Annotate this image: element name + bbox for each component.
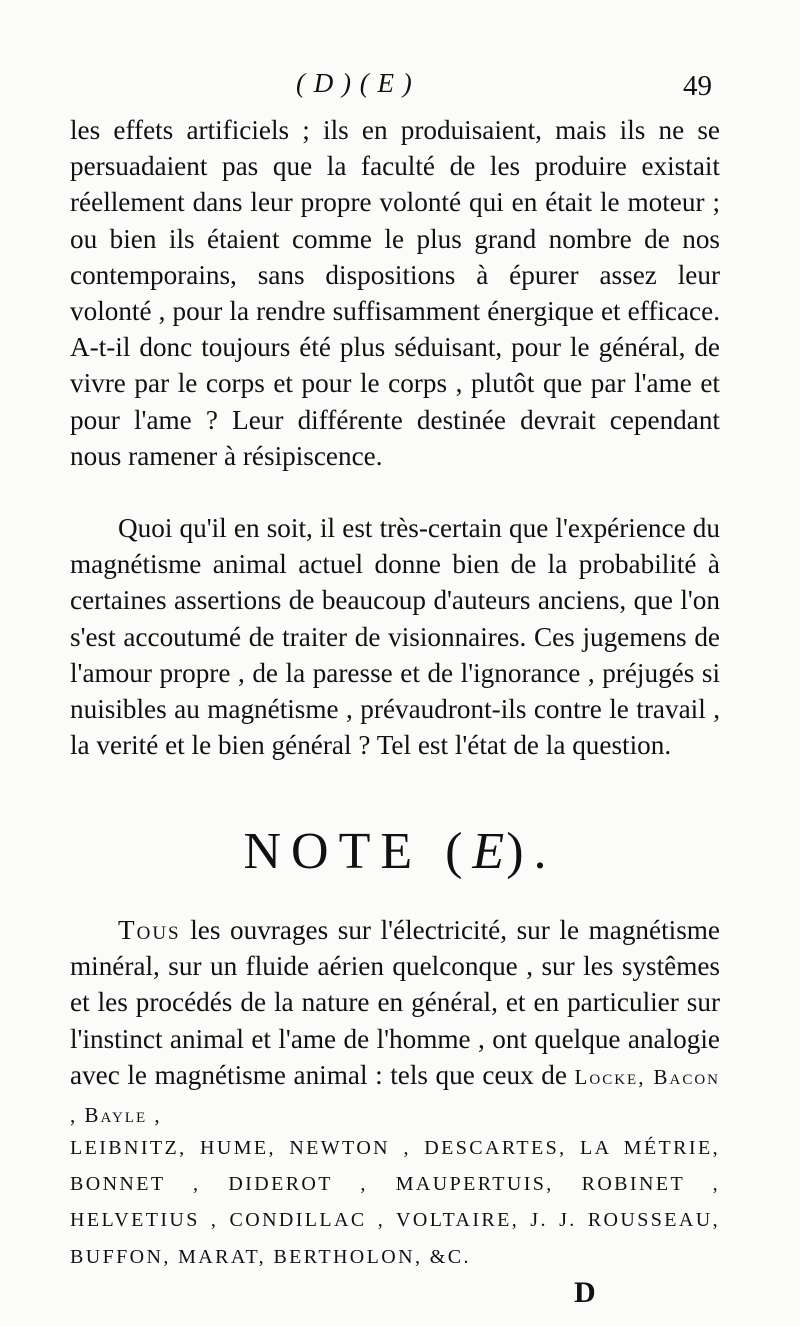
paragraph-2: [70, 510, 720, 763]
running-header: [0, 68, 800, 108]
note-first-names: Locke, Bacon , Bayle ,: [70, 1064, 720, 1128]
page-number: 49: [683, 70, 712, 102]
note-heading-mark: E: [472, 823, 507, 880]
paragraph-1: [70, 112, 720, 474]
signature-mark: D: [574, 1276, 596, 1309]
note-heading-prefix: NOTE (: [243, 823, 473, 880]
paragraph-2-text: Quoi qu'il en soit, il est très-certain que l'expérience du magnétisme animal actuel donne bien de la probabilité à certaines assertions de beaucoup d'auteurs anciens, que l'on s'est accoutumé de traiter de visionnaires. Ces jugemens de l'amour propre , de la paresse et de l'ignorance , préjugés si nuisibles au magnétisme , prévaudront-ils contre le travail , la verité et le bien général ? Tel est l'état de la question.: [70, 513, 720, 761]
note-paragraph: [70, 912, 720, 1133]
header-marks: ( D ) ( E ): [296, 68, 413, 98]
author-names-list: LEIBNITZ, HUME, NEWTON , DESCARTES, LA MÉTRIE, BONNET , DIDEROT , MAUPERTUIS, ROBINET , HELVETIUS , CONDILLAC , VOLTAIRE, J. J. ROUSSEAU, BUFFON, MARAT, BERTHOLON, &C.: [70, 1137, 720, 1268]
note-paragraph-text: [70, 912, 720, 1133]
note-body-text: les ouvrages sur l'électricité, sur le magnétisme minéral, sur un fluide aérien quelconque , sur les systêmes et les procédés de la nature en général, et en particulier sur l'instinct animal et l'ame de l'homme , ont quelque analogie avec le magnétisme animal : tels que ceux de: [70, 915, 720, 1090]
note-heading-suffix: ).: [506, 823, 557, 880]
note-heading: [0, 822, 800, 881]
note-lead-word: Tous: [118, 915, 181, 945]
paragraph-1-text: les effets artificiels ; ils en produisaient, mais ils ne se persuadaient pas que la faculté de les produire existait réellement dans leur propre volonté qui en était le moteur ; ou bien ils étaient comme le plus grand nombre de nos contemporains, sans dispositions à épurer assez leur volonté , pour la rendre suffisamment énergique et efficace. A-t-il donc toujours été plus séduisant, pour le général, de vivre par le corps et pour le corps , plutôt que par l'ame et pour l'ame ? Leur différente destinée devrait cependant nous ramener à résipiscence.: [70, 115, 720, 471]
